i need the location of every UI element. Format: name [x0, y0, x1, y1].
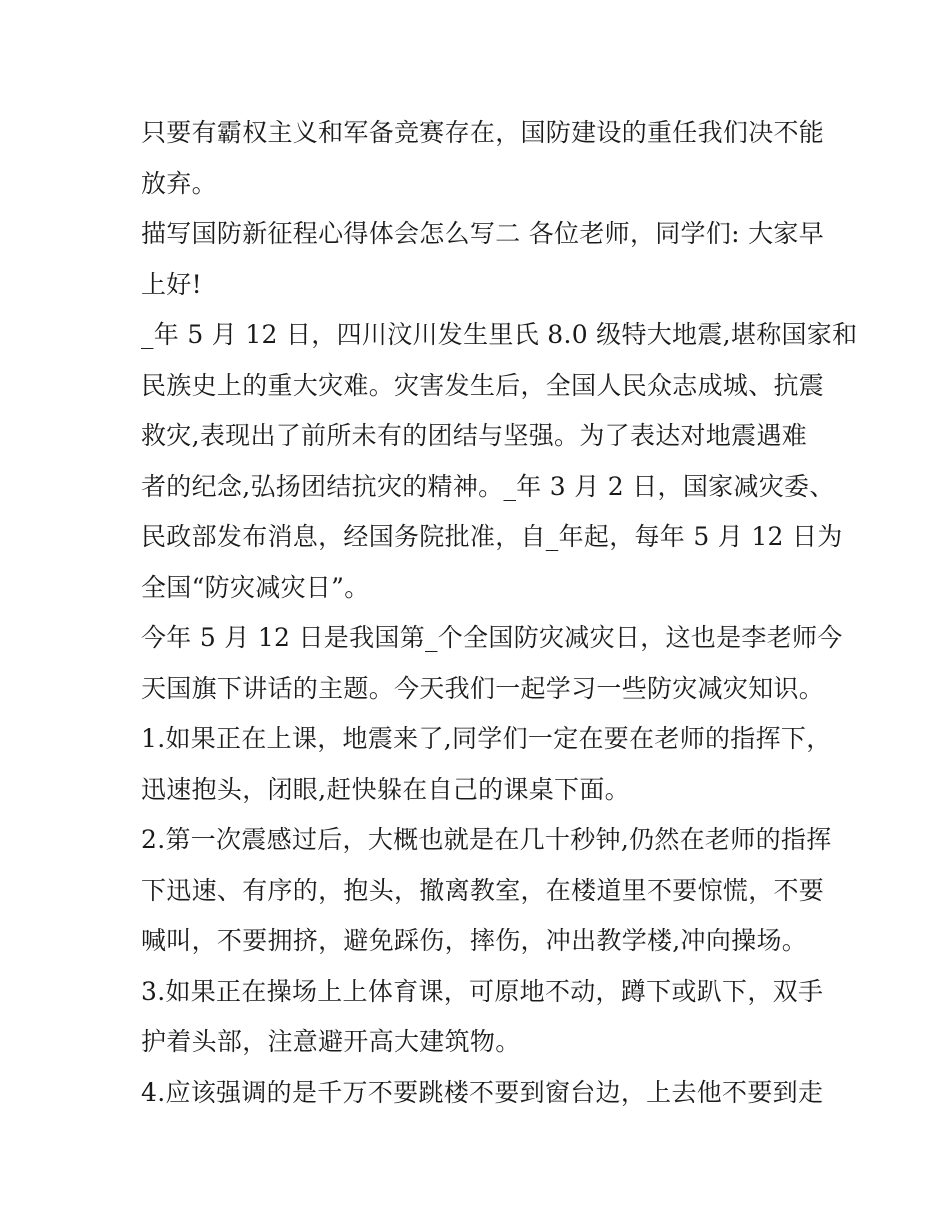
document-body [141, 108, 858, 1118]
text-line: 放弃。 [141, 168, 217, 198]
text-line: 护着头部，注意避开高大建筑物。 [141, 1027, 521, 1056]
text-line: 今年 5 月 12 日是我国第_个全国防灾减灾日，这也是李老师今 [141, 623, 843, 652]
text-line: 只要有霸权主义和军备竞赛存在，国防建设的重任我们决不能 [141, 118, 825, 147]
text-line: 喊叫，不要拥挤，避免踩伤，摔伤，冲出教学楼,冲向操场。 [141, 926, 808, 955]
text-line: 3.如果正在操场上上体育课，可原地不动，蹲下或趴下，双手 [141, 976, 824, 1006]
text-line: 下迅速、有序的，抱头，撤离教室，在楼道里不要惊慌，不要 [141, 875, 825, 905]
text-line: 民族史上的重大灾难。灾害发生后，全国人民众志成城、抗震 [141, 370, 825, 400]
text-line: 救灾,表现出了前所未有的团结与坚强。为了表达对地震遇难 [141, 421, 808, 450]
text-line: _年 5 月 12 日，四川汶川发生里氏 8.0 级特大地震,堪称国家和 [141, 320, 858, 349]
text-line: 民政部发布消息，经国务院批准，自_年起，每年 5 月 12 日为 [141, 522, 843, 551]
text-line: 者的纪念,弘扬团结抗灾的精神。_年 3 月 2 日，国家减灾委、 [141, 471, 835, 501]
text-line: 上好! [141, 269, 202, 299]
text-line: 天国旗下讲话的主题。今天我们一起学习一些防灾减灾知识。 [141, 673, 825, 703]
text-line: 迅速抱头，闭眼,赶快躲在自己的课桌下面。 [141, 774, 630, 804]
text-line: 全国“防灾减灾日”。 [141, 572, 370, 602]
text-line: 描写国防新征程心得体会怎么写二 各位老师，同学们: 大家早 [141, 219, 825, 248]
text-line: 2.第一次震感过后，大概也就是在几十秒钟,仍然在老师的指挥 [141, 825, 832, 854]
text-line: 1.如果正在上课，地震来了,同学们一定在要在老师的指挥下， [141, 724, 832, 753]
text-line: 4.应该强调的是千万不要跳楼不要到窗台边，上去他不要到走 [141, 1077, 824, 1107]
